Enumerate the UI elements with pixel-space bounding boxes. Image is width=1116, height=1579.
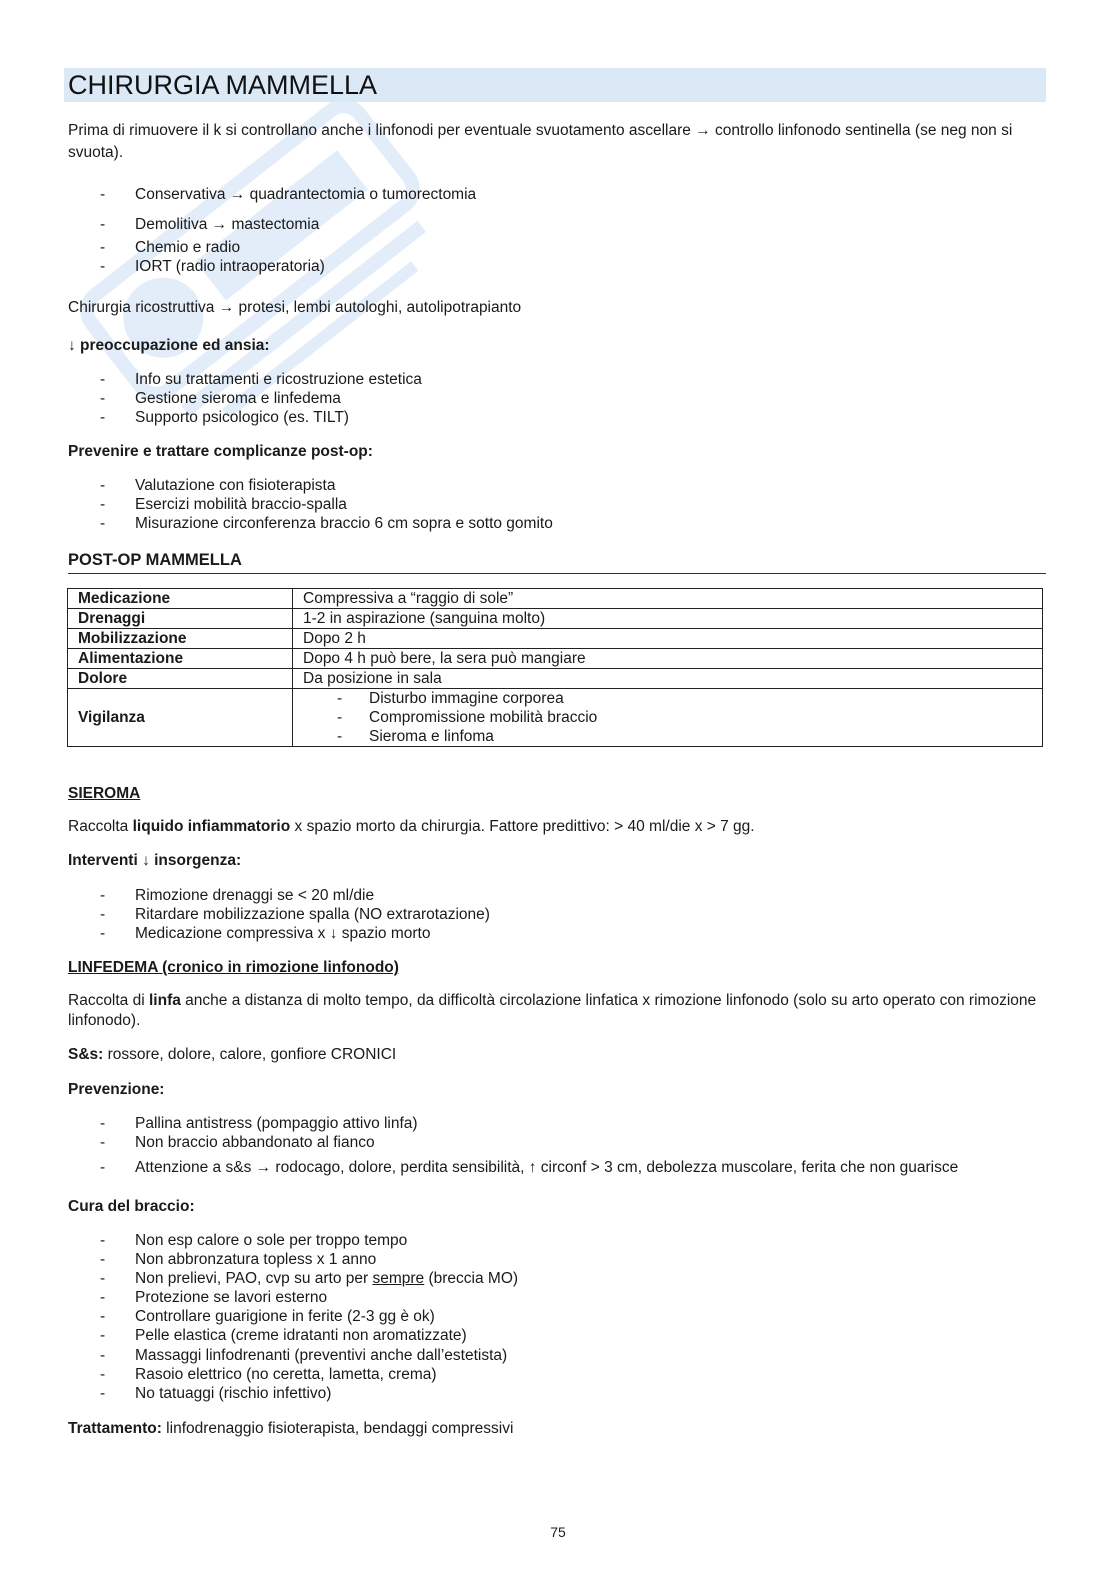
list-item: - Pallina antistress (pompaggio attivo linfa) — [100, 1115, 418, 1132]
table-row — [68, 609, 1043, 629]
table-cell-label: Drenaggi — [68, 609, 293, 629]
list-item: - Protezione se lavori esterno — [100, 1289, 328, 1306]
postop-heading: POST-OP MAMMELLA — [68, 550, 1046, 574]
list-item: - Gestione sieroma e linfedema — [100, 390, 341, 407]
anxiety-heading: ↓ preoccupazione ed ansia: — [68, 337, 270, 354]
list-item: - Misurazione circonferenza braccio 6 cm sopra e sotto gomito — [100, 515, 553, 532]
list-item: - Attenzione a s&s → rodocago, dolore, perdita sensibilità, ↑ circonf > 3 cm, debolezza muscolare, ferita che non guarisce — [100, 1159, 959, 1176]
list-item: - Pelle elastica (creme idratanti non aromatizzate) — [100, 1327, 467, 1344]
table-cell-label: Medicazione — [68, 589, 293, 609]
list-item: - Conservativa → quadrantectomia o tumorectomia — [100, 186, 477, 203]
list-item: - Non braccio abbandonato al fianco — [100, 1134, 375, 1151]
table-row — [68, 669, 1043, 689]
table-cell-value: 1-2 in aspirazione (sanguina molto) — [293, 609, 1043, 629]
table-cell-value: Da posizione in sala — [293, 669, 1043, 689]
table-row — [68, 629, 1043, 649]
list-item: - Esercizi mobilità braccio-spalla — [100, 496, 347, 513]
table-cell-label: Vigilanza — [68, 689, 293, 747]
prevention-heading: Prevenzione: — [68, 1081, 165, 1098]
table-cell-value: Compressiva a “raggio di sole” — [293, 589, 1043, 609]
treatment-line: Trattamento: linfodrenaggio fisioterapista, bendaggi compressivi — [68, 1420, 514, 1437]
list-item: - Sieroma e linfoma — [337, 728, 494, 745]
sieroma-heading: SIEROMA — [68, 785, 141, 802]
list-item: - IORT (radio intraoperatoria) — [100, 258, 325, 275]
list-item: - Demolitiva → mastectomia — [100, 216, 320, 233]
list-item: - Rimozione drenaggi se < 20 ml/die — [100, 887, 375, 904]
reconstructive-line: Chirurgia ricostruttiva → protesi, lembi autologhi, autolipotrapianto — [68, 299, 522, 316]
list-item: - Compromissione mobilità braccio — [337, 709, 598, 726]
list-item: - Valutazione con fisioterapista — [100, 477, 336, 494]
sieroma-description: Raccolta liquido infiammatorio x spazio morto da chirurgia. Fattore predittivo: > 40 ml/die x > 7 gg. — [68, 818, 755, 835]
list-item: - Ritardare mobilizzazione spalla (NO extrarotazione) — [100, 906, 490, 923]
sieroma-interventions-heading: Interventi ↓ insorgenza: — [68, 852, 242, 869]
table-row — [68, 689, 1043, 747]
list-item: - Non abbronzatura topless x 1 anno — [100, 1251, 377, 1268]
page-number: 75 — [550, 1524, 566, 1540]
postop-table — [67, 588, 1043, 747]
table-cell-value: Dopo 4 h può bere, la sera può mangiare — [293, 649, 1043, 669]
list-item: - Rasoio elettrico (no ceretta, lametta, crema) — [100, 1366, 437, 1383]
list-item: - Chemio e radio — [100, 239, 241, 256]
table-cell-label: Alimentazione — [68, 649, 293, 669]
linfedema-description: Raccolta di linfa anche a distanza di molto tempo, da difficoltà circolazione linfatica x rimozione linfonodo (solo su arto operato con rimozione linfonodo). — [68, 992, 1037, 1029]
linfedema-signs: S&s: rossore, dolore, calore, gonfiore CRONICI — [68, 1046, 397, 1063]
page-title: CHIRURGIA MAMMELLA — [64, 68, 1046, 102]
list-item: - Non prelievi, PAO, cvp su arto per sempre (breccia MO) — [100, 1270, 519, 1287]
intro-paragraph: Prima di rimuovere il k si controllano anche i linfonodi per eventuale svuotamento ascellare → controllo linfonodo sentinella (se neg non si svuota). — [68, 122, 1013, 161]
table-cell-label: Mobilizzazione — [68, 629, 293, 649]
list-item: - Disturbo immagine corporea — [337, 690, 564, 707]
table-row — [68, 649, 1043, 669]
list-item: - No tatuaggi (rischio infettivo) — [100, 1385, 332, 1402]
linfedema-heading: LINFEDEMA (cronico in rimozione linfonodo) — [68, 959, 399, 976]
complications-heading: Prevenire e trattare complicanze post-op: — [68, 443, 373, 460]
list-item: - Non esp calore o sole per troppo tempo — [100, 1232, 408, 1249]
arm-care-heading: Cura del braccio: — [68, 1198, 195, 1215]
vigilanza-list — [293, 689, 1043, 747]
table-cell-value: Dopo 2 h — [293, 629, 1043, 649]
list-item: - Controllare guarigione in ferite (2-3 gg è ok) — [100, 1308, 435, 1325]
table-cell-label: Dolore — [68, 669, 293, 689]
list-item: - Medicazione compressiva x ↓ spazio morto — [100, 925, 431, 942]
list-item: - Info su trattamenti e ricostruzione estetica — [100, 371, 422, 388]
list-item: - Supporto psicologico (es. TILT) — [100, 409, 349, 426]
table-row — [68, 589, 1043, 609]
list-item: - Massaggi linfodrenanti (preventivi anche dall’estetista) — [100, 1347, 508, 1364]
